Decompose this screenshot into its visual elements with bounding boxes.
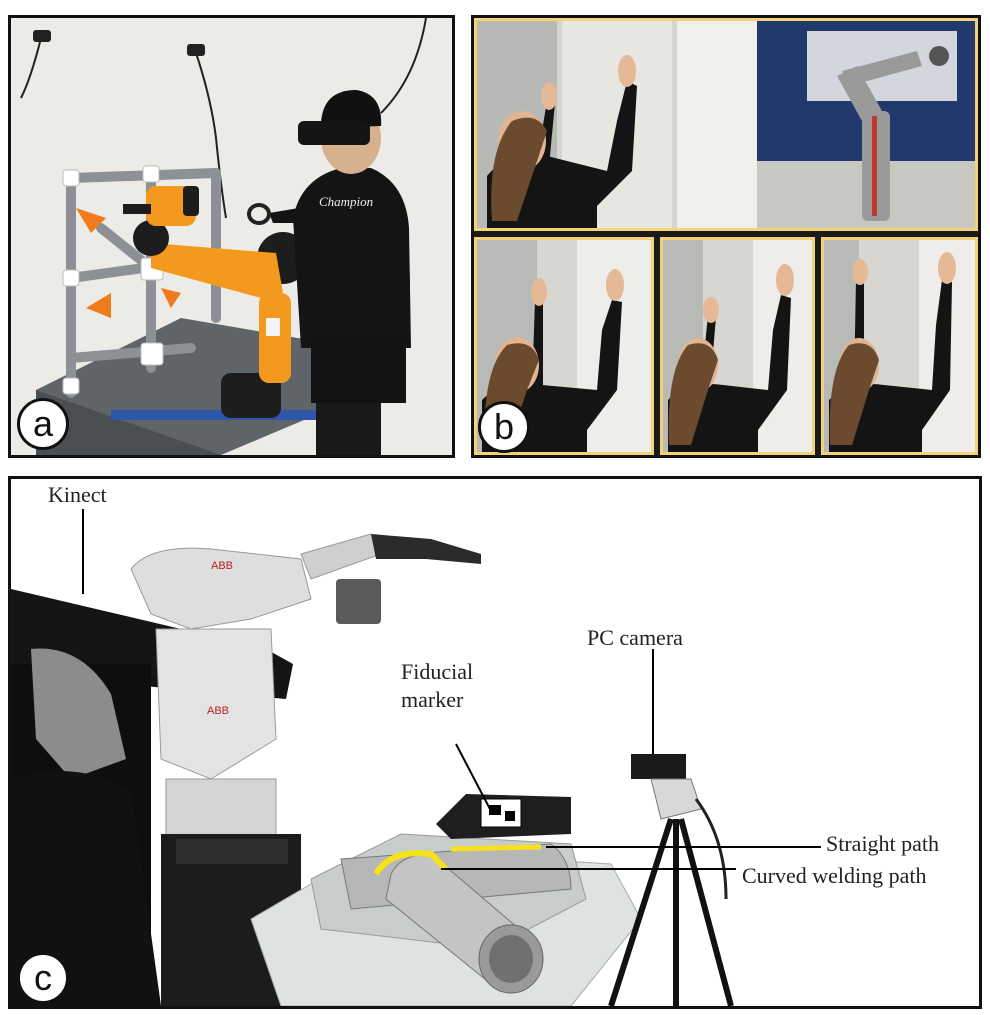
tracker-sensor-2 [187, 44, 205, 56]
hoodie-logo-text: Champion [319, 194, 374, 209]
panel-a-vr-cobot-photo [8, 15, 455, 458]
panel-b-bottom-image-3 [821, 237, 978, 455]
straight-weld-path [451, 847, 541, 849]
tracker-sensor-1 [33, 30, 51, 42]
label-pc-camera: PC camera [587, 625, 683, 650]
panel-a-badge: a [17, 398, 69, 450]
panel-a-scene [11, 18, 452, 455]
panel-b-bottom-image-2 [660, 237, 815, 455]
panel-b-top-image [474, 18, 978, 231]
robot-brand-top: ABB [211, 560, 234, 572]
panel-b-gesture-robot-photos [471, 15, 981, 458]
panel-b-badge: b [478, 401, 530, 453]
label-fiducial-line1: Fiducial [401, 659, 474, 684]
label-straight-path: Straight path [826, 831, 940, 856]
label-curved-welding-path: Curved welding path [742, 863, 927, 888]
robot-brand-base: ABB [207, 705, 230, 717]
panel-c-badge: c [17, 952, 69, 1004]
panel-c-welding-setup-photo [8, 476, 982, 1009]
label-kinect: Kinect [48, 482, 107, 507]
panel-c-scene [11, 479, 979, 1006]
label-fiducial-line2: marker [401, 687, 464, 712]
